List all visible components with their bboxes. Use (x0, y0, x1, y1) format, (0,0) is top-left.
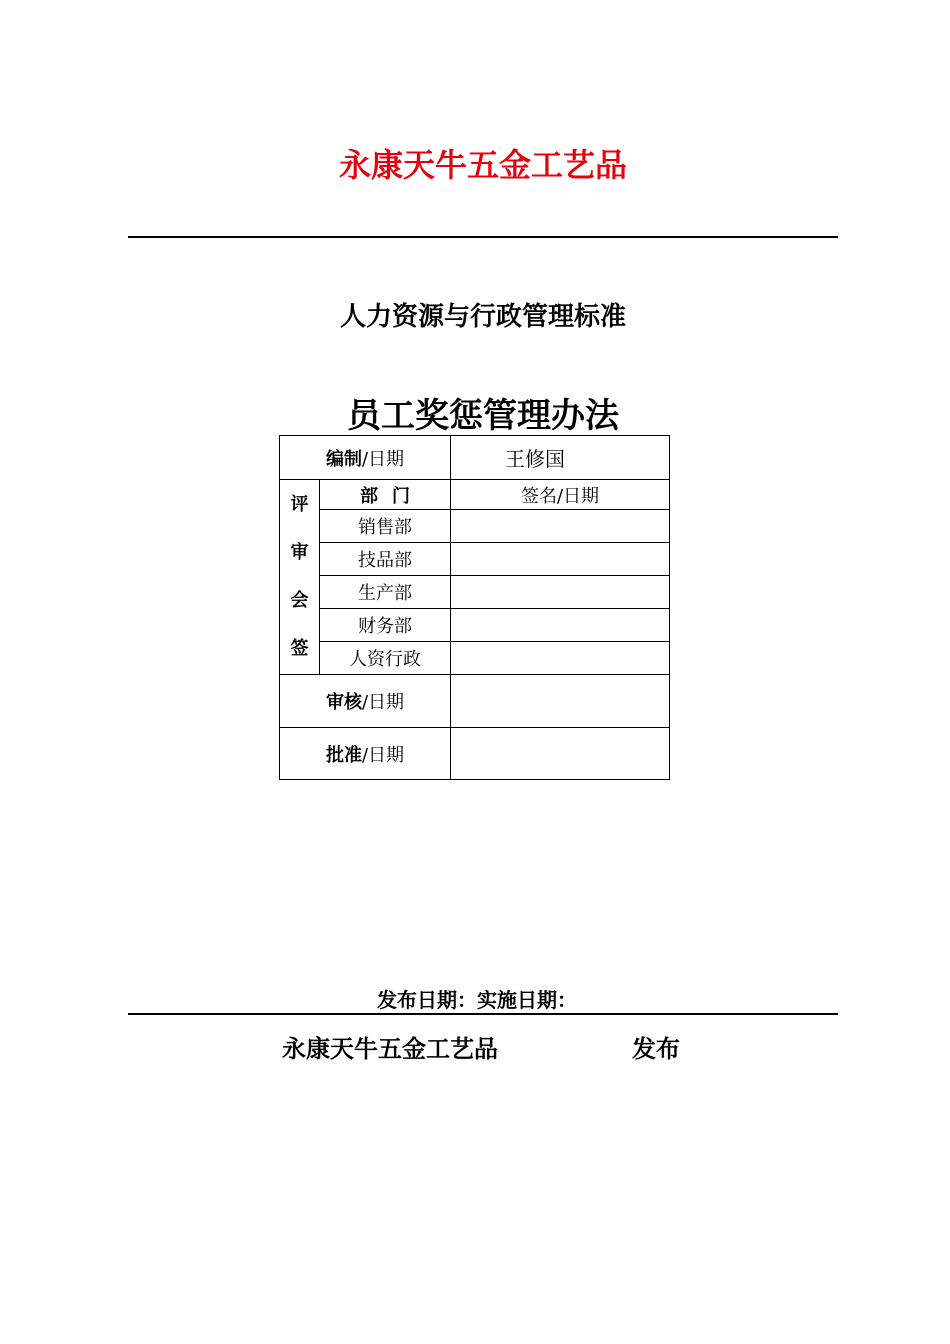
dept-cell: 技品部 (320, 543, 451, 576)
table-row (280, 510, 670, 543)
audit-row (280, 675, 670, 728)
sign-cell (451, 576, 670, 609)
standard-title: 人力资源与行政管理标准 (339, 302, 626, 332)
review-sign-label: 评 审 会 签 (280, 480, 320, 675)
footer-publish-word: 发布 (632, 1035, 680, 1063)
header-divider (128, 236, 838, 238)
sign-header: 签名/日期 (451, 480, 670, 510)
publish-date-line: 发布日期：实施日期： (377, 988, 577, 1012)
dept-cell: 财务部 (320, 609, 451, 642)
company-title: 永康天牛五金工艺品 (338, 146, 627, 184)
compiled-label: 编制/日期 (280, 436, 451, 480)
document-title: 员工奖惩管理办法 (347, 396, 619, 436)
approve-value (451, 728, 670, 780)
table-row (280, 543, 670, 576)
compiled-row (280, 436, 670, 480)
audit-value (451, 675, 670, 728)
sign-cell (451, 642, 670, 675)
dept-cell: 销售部 (320, 510, 451, 543)
footer-divider (128, 1013, 838, 1015)
dept-header: 部门 (320, 480, 451, 510)
sign-cell (451, 543, 670, 576)
audit-label: 审核/日期 (280, 675, 451, 728)
footer-company: 永康天牛五金工艺品 (282, 1035, 498, 1063)
sign-cell (451, 609, 670, 642)
compiled-value: 王修国 (451, 436, 670, 480)
table-row (280, 609, 670, 642)
approve-label: 批准/日期 (280, 728, 451, 780)
dept-cell: 人资行政 (320, 642, 451, 675)
sign-cell (451, 510, 670, 543)
dept-cell: 生产部 (320, 576, 451, 609)
review-header-row (280, 480, 670, 510)
approval-table (279, 435, 670, 780)
table-row (280, 642, 670, 675)
table-row (280, 576, 670, 609)
approve-row (280, 728, 670, 780)
